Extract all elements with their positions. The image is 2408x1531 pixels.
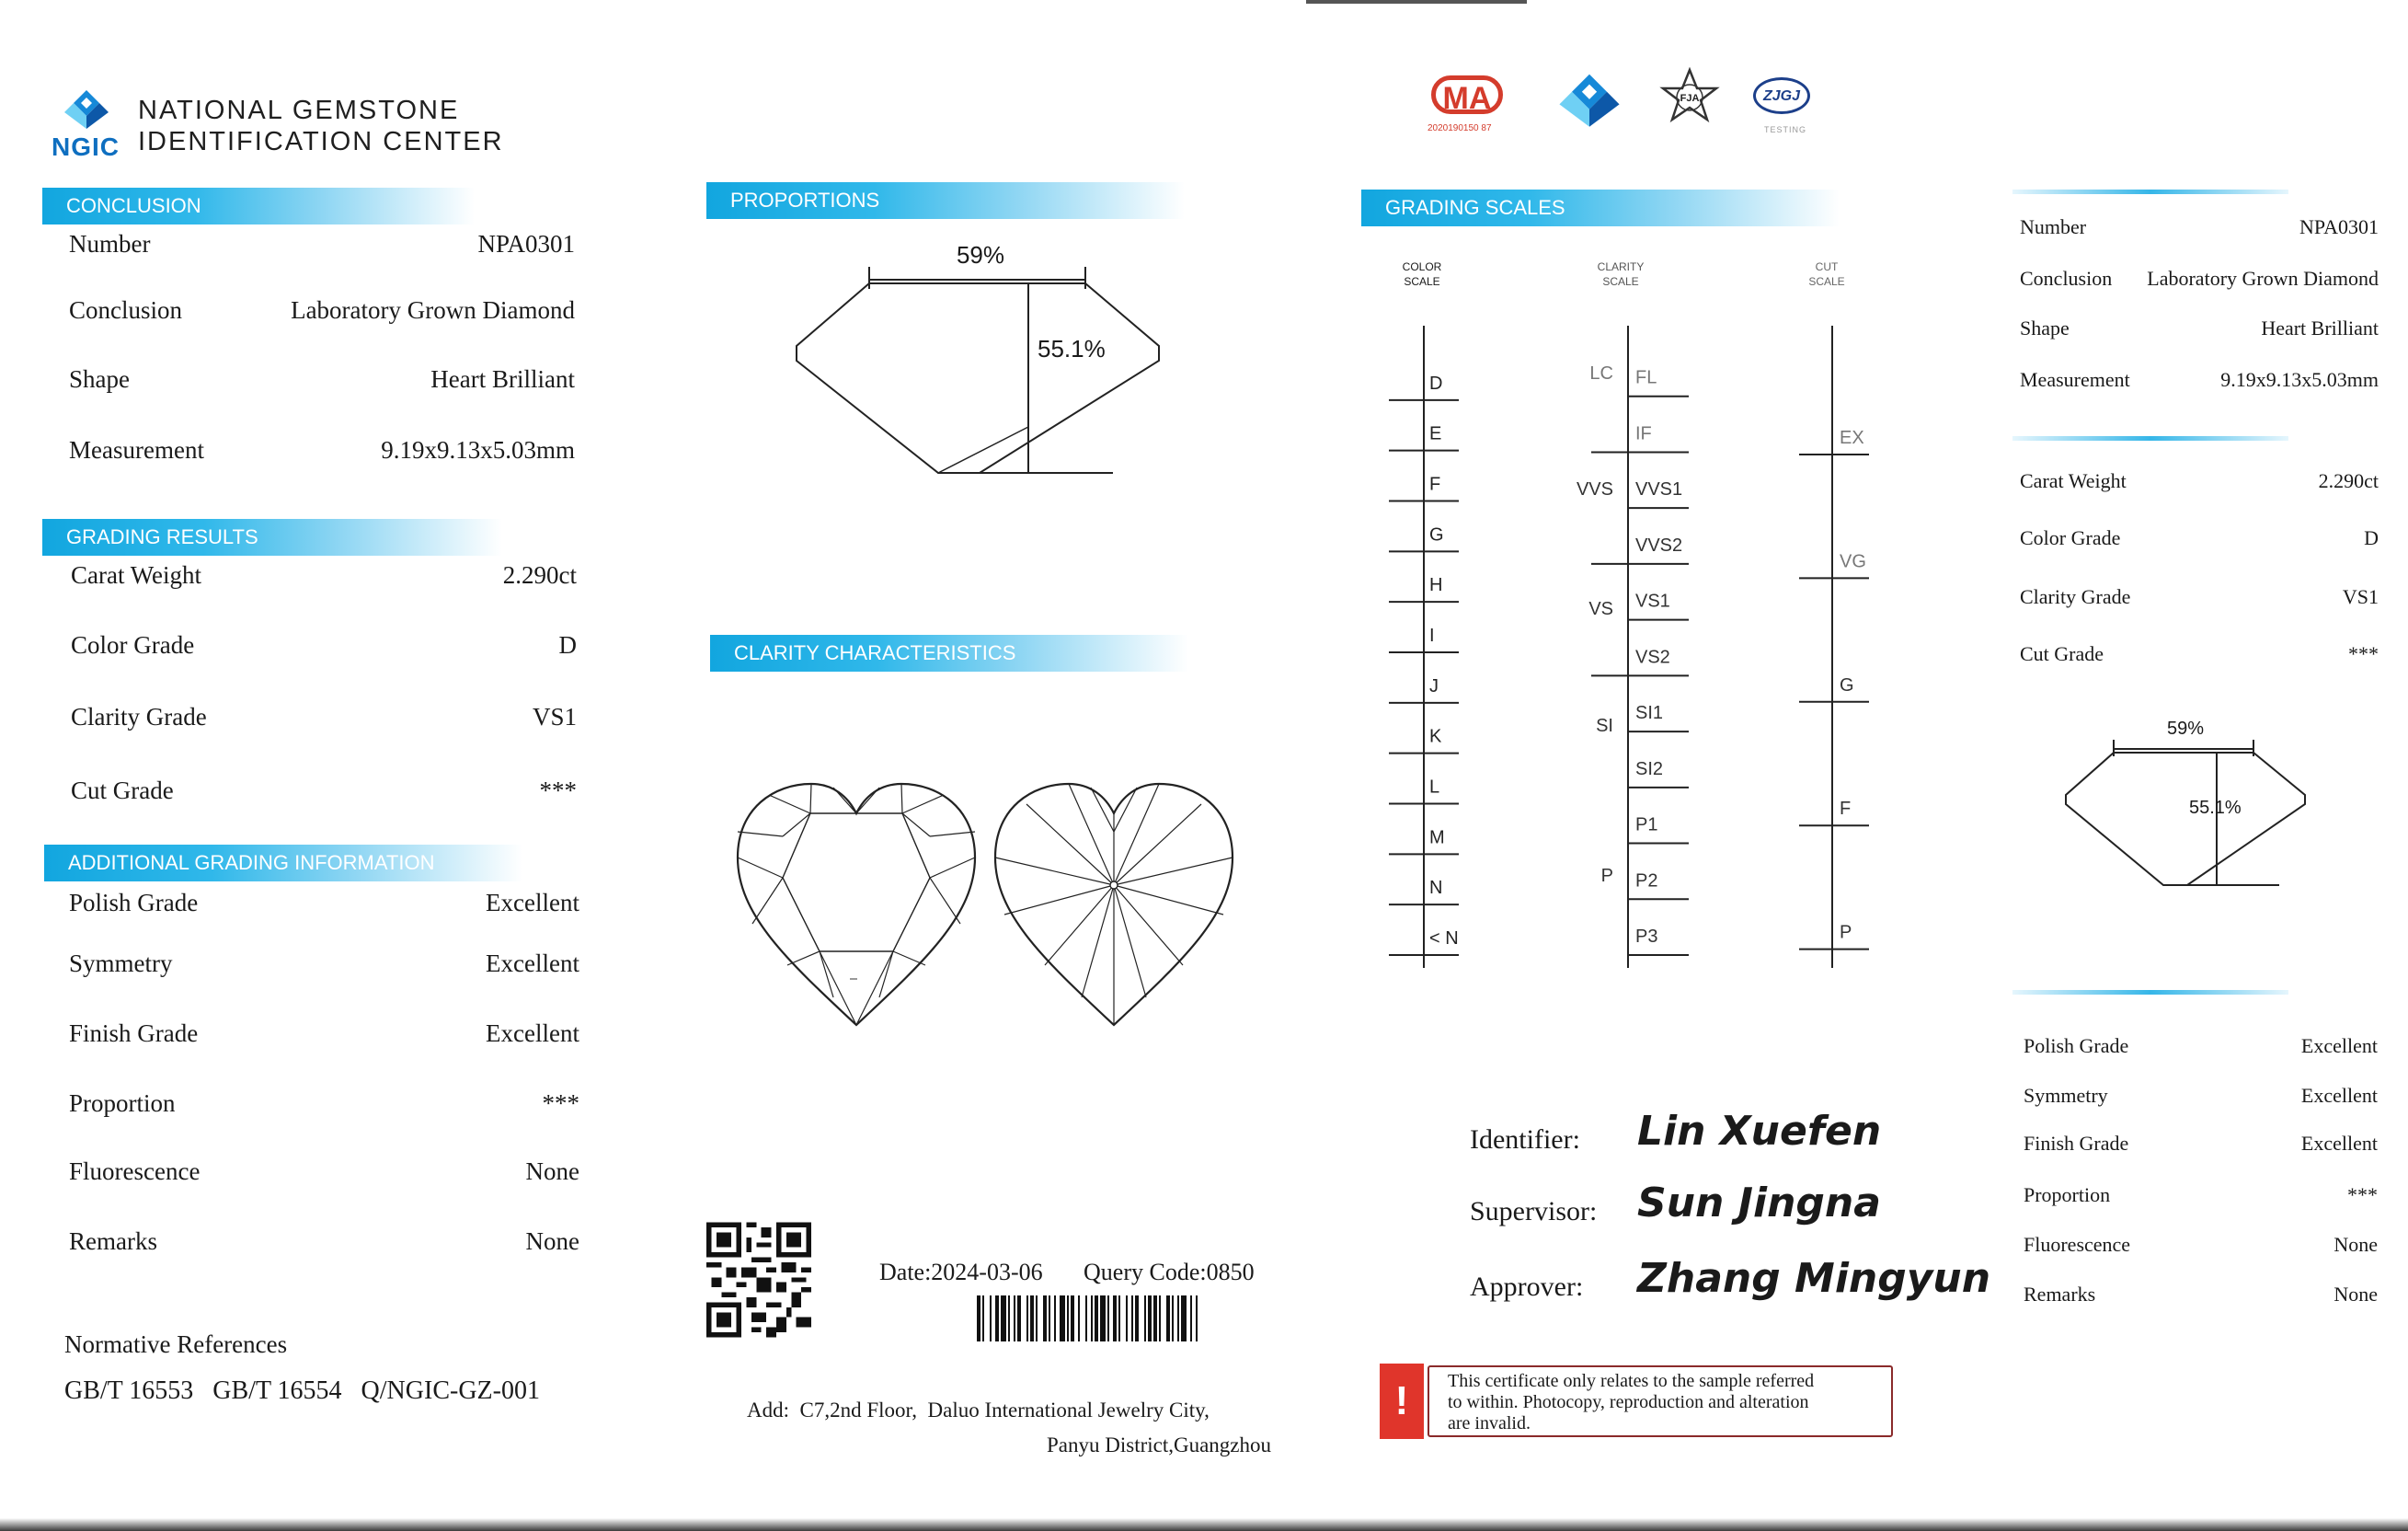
field-label: Measurement (69, 436, 204, 464)
grading-rows-row (71, 703, 577, 734)
clarity-plot-pavilion (990, 777, 1238, 1034)
conclusion-rows-row (69, 365, 575, 397)
clarity-grade-label: FL (1635, 367, 1657, 388)
clarity-group-label: P (1600, 866, 1613, 886)
clarity-group-label: VVS (1576, 479, 1613, 500)
address-line1: Add: C7,2nd Floor, Daluo International Jewelry City, (747, 1399, 1210, 1422)
barcode-bar (1100, 1295, 1106, 1341)
summary-c-row (2024, 1034, 2378, 1065)
clarity-grade-label: SI2 (1635, 758, 1664, 779)
cut-grade-label: P (1840, 922, 1852, 943)
notice-line3: are invalid. (1448, 1413, 1531, 1433)
field-label: Finish Grade (2024, 1132, 2129, 1155)
barcode-bar (1026, 1295, 1028, 1341)
barcode-bar (1095, 1295, 1098, 1341)
field-value: Excellent (2300, 1084, 2378, 1107)
field-value: NPA0301 (2299, 215, 2379, 238)
barcode-bar (1008, 1295, 1010, 1341)
additional-rows-row (69, 1157, 579, 1189)
color-scale-title-1: COLOR (1402, 260, 1442, 273)
signature-name: Sun Jingna (1637, 1180, 1881, 1226)
clarity-grade-label: VS1 (1635, 591, 1670, 612)
barcode-bar (1017, 1295, 1021, 1341)
field-label: Shape (69, 365, 130, 393)
summary-b-row (2020, 469, 2379, 501)
field-value: Laboratory Grown Diamond (291, 296, 575, 324)
logo-abbreviation: NGIC (52, 132, 120, 161)
field-label: Proportion (69, 1089, 176, 1117)
barcode-bar (1172, 1295, 1174, 1341)
field-value: Excellent (2300, 1132, 2378, 1155)
summary-divider-top (2012, 190, 2288, 194)
section-grading-results: GRADING RESULTS (42, 519, 502, 556)
ngic-accreditation-logo (1554, 72, 1624, 134)
zjgj-sub: TESTING (1764, 125, 1807, 134)
barcode-bar (1001, 1295, 1006, 1341)
field-label: Color Grade (71, 631, 195, 659)
clarity-grade-label: P3 (1635, 927, 1658, 947)
clarity-group-label: LC (1589, 363, 1613, 384)
color-grade-label: K (1429, 726, 1442, 747)
barcode-bar (1148, 1295, 1152, 1341)
notice-text-box (1428, 1365, 1893, 1437)
field-label: Clarity Grade (71, 703, 207, 731)
additional-rows-row (69, 1227, 579, 1259)
summary-c-row (2024, 1183, 2378, 1214)
summary-depth-percent: 55.1% (2189, 798, 2242, 818)
signature-role: Identifier: (1470, 1124, 1580, 1155)
notice-line1: This certificate only relates to the sample referred (1448, 1371, 1815, 1391)
clarity-scale-title (1584, 259, 1657, 289)
barcode-bar (1014, 1295, 1015, 1341)
clarity-group-label: SI (1596, 716, 1613, 736)
field-value: Excellent (486, 1019, 579, 1047)
field-value: *** (2348, 642, 2379, 665)
additional-rows-row (69, 1019, 579, 1051)
normative-references: GB/T 16553 GB/T 16554 Q/NGIC-GZ-001 (64, 1376, 540, 1405)
field-value: VS1 (2342, 585, 2379, 608)
color-grade-label: E (1429, 423, 1442, 444)
barcode (977, 1295, 1264, 1343)
field-label: Remarks (69, 1227, 157, 1255)
grading-scales-diagram (1370, 313, 1904, 984)
field-label: Shape (2020, 317, 2070, 340)
color-grade-label: F (1429, 474, 1441, 495)
signature-role: Approver: (1470, 1272, 1584, 1302)
field-value: NPA0301 (477, 230, 575, 258)
clarity-grade-label: VVS2 (1635, 535, 1683, 556)
field-label: Measurement (2020, 368, 2130, 391)
cut-scale-title (1790, 259, 1863, 289)
summary-a-row (2020, 317, 2379, 348)
notice-line2: to within. Photocopy, reproduction and alteration (1448, 1392, 1809, 1412)
cut-scale-title-1: CUT (1815, 260, 1839, 273)
section-conclusion: CONCLUSION (42, 188, 475, 224)
field-label: Color Grade (2020, 526, 2121, 549)
org-name-line2: IDENTIFICATION CENTER (138, 127, 504, 156)
barcode-bar (1091, 1295, 1093, 1341)
field-value: Heart Brilliant (2261, 317, 2379, 340)
field-label: Conclusion (2020, 267, 2113, 290)
field-label: Carat Weight (2020, 469, 2127, 492)
field-value: 9.19x9.13x5.03mm (381, 436, 575, 464)
additional-rows-row (69, 1089, 579, 1121)
field-value: *** (2347, 1183, 2378, 1206)
field-label: Polish Grade (69, 889, 199, 916)
barcode-bar (1190, 1295, 1192, 1341)
summary-b-row (2020, 526, 2379, 558)
top-edge-shadow (1306, 0, 1527, 4)
color-scale-title-2: SCALE (1404, 275, 1440, 288)
table-percent-label: 59% (956, 241, 1005, 269)
clarity-scale-title-2: SCALE (1602, 275, 1639, 288)
summary-divider-middle (2012, 436, 2288, 441)
color-grade-label: N (1429, 878, 1443, 899)
cut-grade-label: VG (1840, 551, 1866, 572)
signature-role: Supervisor: (1470, 1196, 1598, 1226)
normative-title: Normative References (64, 1330, 288, 1358)
color-grade-label: G (1429, 524, 1444, 546)
field-value: 2.290ct (2318, 469, 2379, 492)
grading-rows-row (71, 561, 577, 593)
barcode-bar (982, 1295, 984, 1341)
address-line2: Panyu District,Guangzhou (1047, 1433, 1272, 1456)
barcode-bar (1159, 1295, 1161, 1341)
proportion-diagram (782, 232, 1168, 489)
qr-code (706, 1222, 811, 1338)
field-value: *** (539, 777, 577, 804)
barcode-bar (1196, 1295, 1198, 1341)
section-proportions: PROPORTIONS (706, 182, 1185, 219)
barcode-bar (977, 1295, 980, 1341)
field-value: None (2333, 1233, 2378, 1256)
grading-rows-row (71, 777, 577, 808)
barcode-bar (1067, 1295, 1069, 1341)
ngic-logo-mark (61, 88, 112, 134)
summary-a-row (2020, 267, 2379, 298)
field-label: Fluorescence (2024, 1233, 2131, 1256)
summary-a-row (2020, 368, 2379, 399)
summary-c-row (2024, 1132, 2378, 1163)
clarity-grade-label: IF (1635, 423, 1652, 444)
conclusion-rows-row (69, 230, 575, 261)
bottom-edge-shadow (0, 1518, 2408, 1531)
barcode-bar (1131, 1295, 1133, 1341)
barcode-bar (990, 1295, 992, 1341)
barcode-bar (1085, 1295, 1087, 1341)
field-label: Remarks (2024, 1283, 2096, 1306)
summary-c-row (2024, 1084, 2378, 1115)
barcode-bar (1181, 1295, 1187, 1341)
field-value: Laboratory Grown Diamond (2147, 267, 2379, 290)
barcode-bar (1078, 1295, 1080, 1341)
summary-b-row (2020, 642, 2379, 673)
zjgj-logo (1751, 74, 1817, 142)
clarity-group-label: VS (1588, 599, 1613, 619)
field-value: None (525, 1227, 579, 1255)
conclusion-rows-row (69, 436, 575, 467)
notice-box (1380, 1362, 1895, 1445)
field-label: Cut Grade (71, 777, 174, 804)
signature-name: Zhang Mingyun (1637, 1255, 1991, 1302)
field-value: Excellent (486, 889, 579, 916)
field-value: *** (542, 1089, 579, 1117)
section-additional-grading: ADDITIONAL GRADING INFORMATION (44, 845, 522, 881)
summary-a-row (2020, 215, 2379, 247)
field-value: Excellent (2300, 1034, 2378, 1057)
depth-percent-label: 55.1% (1038, 335, 1106, 363)
field-label: Symmetry (2024, 1084, 2108, 1107)
color-grade-label: I (1429, 626, 1435, 646)
issue-date: Date:2024-03-06 (879, 1259, 1043, 1285)
cma-logo-text: MA (1431, 75, 1503, 114)
signature-name: Lin Xuefen (1637, 1108, 1882, 1155)
clarity-grade-label: VVS1 (1635, 479, 1683, 501)
clarity-plot-crown (732, 777, 980, 1034)
org-name-line1: NATIONAL GEMSTONE (138, 96, 460, 125)
clarity-grade-label: P1 (1635, 814, 1658, 835)
field-label: Fluorescence (69, 1157, 201, 1185)
cut-grade-label: EX (1840, 428, 1864, 448)
field-value: None (2333, 1283, 2378, 1306)
barcode-bar (1166, 1295, 1170, 1341)
field-label: Carat Weight (71, 561, 202, 589)
cut-grade-label: G (1840, 674, 1854, 696)
color-grade-label: D (1429, 373, 1443, 394)
clarity-grade-label: SI1 (1635, 703, 1664, 724)
color-grade-label: H (1429, 575, 1443, 596)
additional-rows-row (69, 889, 579, 920)
clarity-grade-label: VS2 (1635, 647, 1670, 668)
barcode-bar (1135, 1295, 1139, 1341)
barcode-bar (1177, 1295, 1179, 1341)
cut-scale-title-2: SCALE (1808, 275, 1845, 288)
barcode-bar (1054, 1295, 1056, 1341)
barcode-bar (1043, 1295, 1047, 1341)
summary-proportion-diagram (2058, 710, 2316, 894)
color-scale-title (1385, 259, 1459, 289)
section-grading-scales: GRADING SCALES (1361, 190, 1840, 226)
barcode-bar (1153, 1295, 1157, 1341)
conclusion-rows-row (69, 296, 575, 328)
barcode-bar (1060, 1295, 1065, 1341)
color-grade-label: M (1429, 827, 1445, 848)
field-value: VS1 (532, 703, 577, 731)
barcode-bar (1071, 1295, 1074, 1341)
grading-rows-row (71, 631, 577, 662)
query-code: Query Code:0850 (1084, 1259, 1255, 1285)
color-grade-label: < N (1429, 928, 1459, 949)
clarity-scale-title-1: CLARITY (1597, 260, 1645, 273)
cma-logo (1424, 74, 1512, 138)
field-label: Proportion (2024, 1183, 2111, 1206)
zjgj-logo-text: ZJGJ (1753, 77, 1810, 114)
field-value: 2.290ct (502, 561, 577, 589)
field-label: Clarity Grade (2020, 585, 2131, 608)
barcode-bar (1049, 1295, 1050, 1341)
color-grade-label: J (1429, 675, 1439, 696)
field-label: Finish Grade (69, 1019, 199, 1047)
summary-divider-bottom (2012, 990, 2288, 995)
field-value: Heart Brilliant (430, 365, 575, 393)
summary-b-row (2020, 585, 2379, 616)
field-value: 9.19x9.13x5.03mm (2220, 368, 2379, 391)
warning-icon: ! (1380, 1364, 1424, 1439)
barcode-bar (995, 1295, 999, 1341)
field-value: D (2364, 526, 2379, 549)
field-label: Symmetry (69, 950, 173, 977)
summary-table-percent: 59% (2166, 719, 2205, 739)
field-value: D (558, 631, 577, 659)
barcode-bar (1113, 1295, 1117, 1341)
barcode-bar (1036, 1295, 1038, 1341)
field-label: Polish Grade (2024, 1034, 2129, 1057)
field-value: None (525, 1157, 579, 1185)
cut-grade-label: F (1840, 799, 1852, 820)
additional-rows-row (69, 950, 579, 981)
barcode-bar (1030, 1295, 1034, 1341)
summary-c-row (2024, 1233, 2378, 1264)
fja-logo (1659, 66, 1720, 131)
section-clarity-characteristics: CLARITY CHARACTERISTICS (710, 635, 1188, 672)
field-label: Conclusion (69, 296, 183, 324)
barcode-bar (1118, 1295, 1120, 1341)
barcode-bar (1107, 1295, 1109, 1341)
field-value: Excellent (486, 950, 579, 977)
color-grade-label: L (1429, 777, 1440, 798)
field-label: Number (69, 230, 151, 258)
barcode-bar (1126, 1295, 1128, 1341)
field-label: Cut Grade (2020, 642, 2104, 665)
summary-c-row (2024, 1283, 2378, 1314)
fja-logo-text: FJA (1680, 93, 1700, 104)
cma-number: 2020190150 87 (1428, 123, 1492, 133)
clarity-grade-label: P2 (1635, 870, 1658, 892)
field-label: Number (2020, 215, 2087, 238)
barcode-bar (1144, 1295, 1146, 1341)
